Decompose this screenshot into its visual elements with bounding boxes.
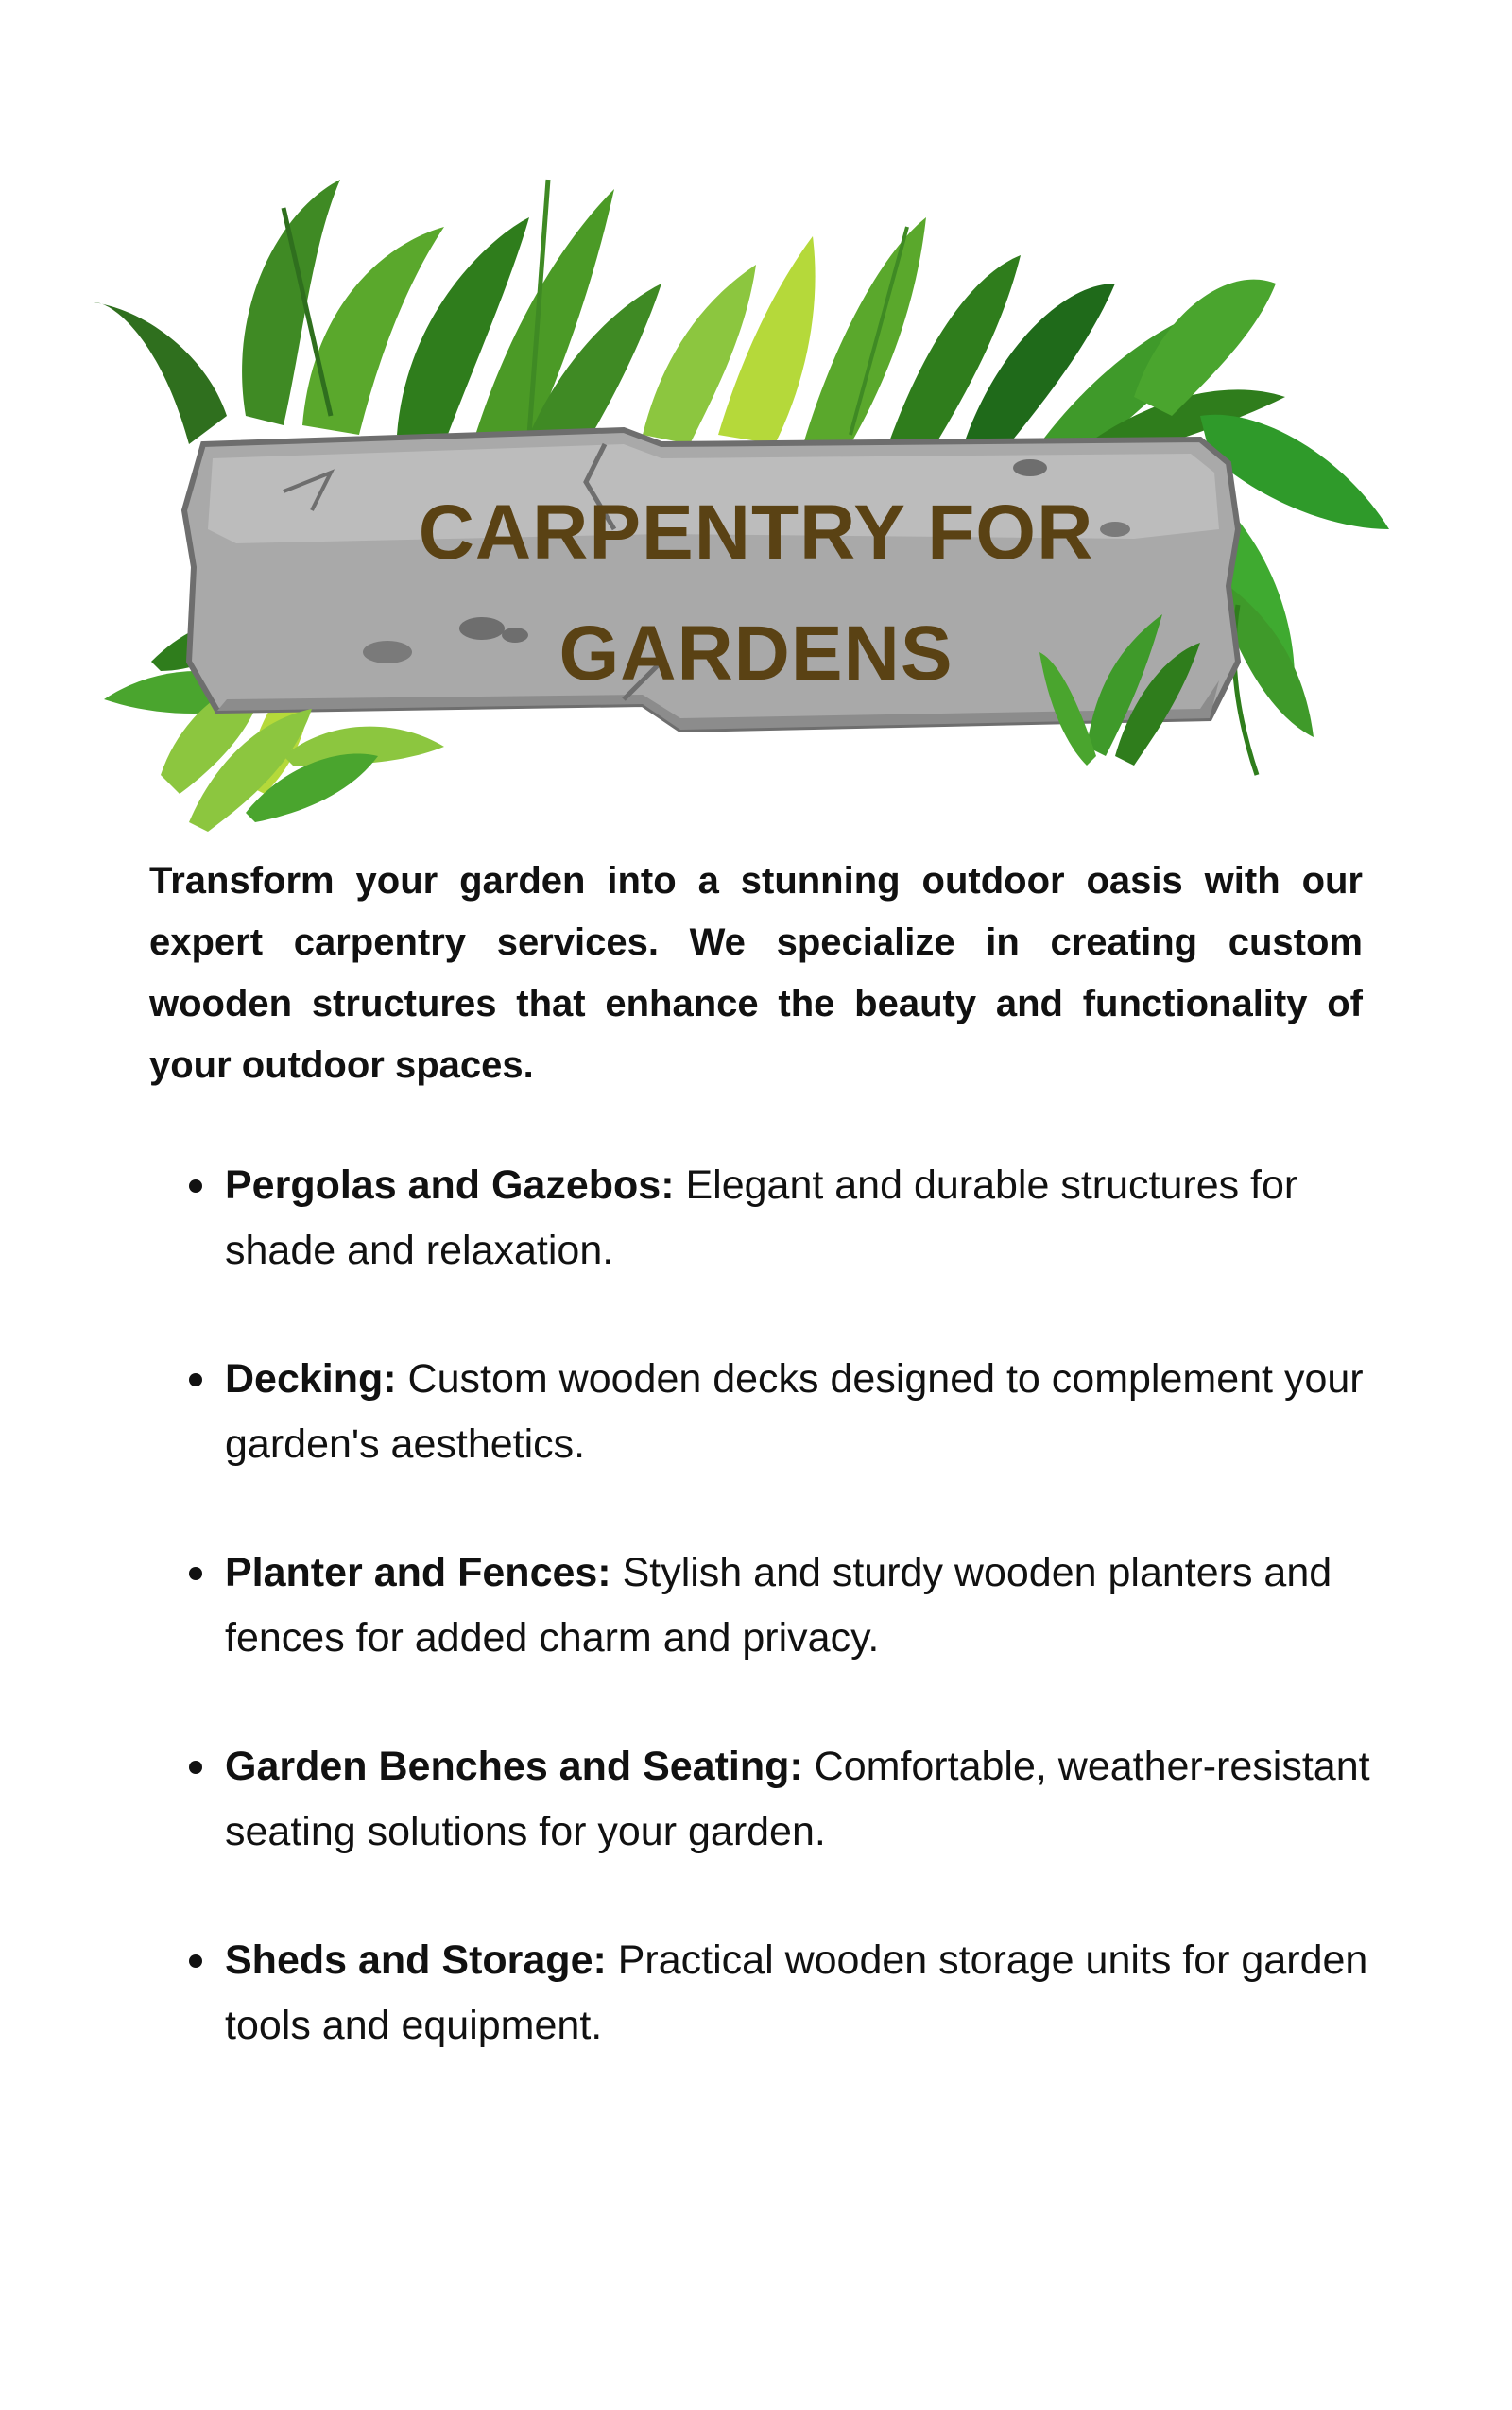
intro-paragraph: Transform your garden into a stunning outdoor oasis with our expert carpentry services. We specialize in creating custom wooden structures that enhance the beauty and functionality of your outdoor spaces. [149, 860, 1363, 1086]
service-name: Planter and Fences: [225, 1550, 623, 1595]
service-name: Decking: [225, 1356, 408, 1402]
list-item [142, 1734, 1370, 1865]
service-description: Comfortable, weather-resistant seating solutions for your garden. [225, 1744, 1370, 1854]
list-item [142, 1347, 1370, 1477]
service-description: Practical wooden storage units for garden tools and equipment. [225, 1937, 1368, 2048]
service-description: Elegant and durable structures for shade and relaxation. [225, 1162, 1298, 1273]
page-title [227, 473, 1285, 714]
title-line-1: CARPENTRY FOR [418, 490, 1094, 576]
foliage-stone-illustration [0, 0, 1512, 869]
service-name: Sheds and Storage: [225, 1937, 618, 1983]
title-line-2: GARDENS [558, 611, 954, 697]
foliage-top [94, 180, 1285, 463]
service-name: Pergolas and Gazebos: [225, 1162, 686, 1208]
service-description: Custom wooden decks designed to complement your garden's aesthetics. [225, 1356, 1364, 1467]
list-item [142, 1541, 1370, 1671]
service-description: Stylish and sturdy wooden planters and fences for added charm and privacy. [225, 1550, 1332, 1661]
bullet-icon [189, 1373, 202, 1386]
hero-banner [0, 0, 1512, 869]
list-item [142, 1153, 1370, 1283]
bullet-icon [189, 1567, 202, 1580]
bullet-icon [189, 1179, 202, 1193]
services-list [142, 1153, 1370, 2122]
service-name: Garden Benches and Seating: [225, 1744, 815, 1789]
bullet-icon [189, 1954, 202, 1968]
list-item [142, 1928, 1370, 2058]
bullet-icon [189, 1761, 202, 1774]
